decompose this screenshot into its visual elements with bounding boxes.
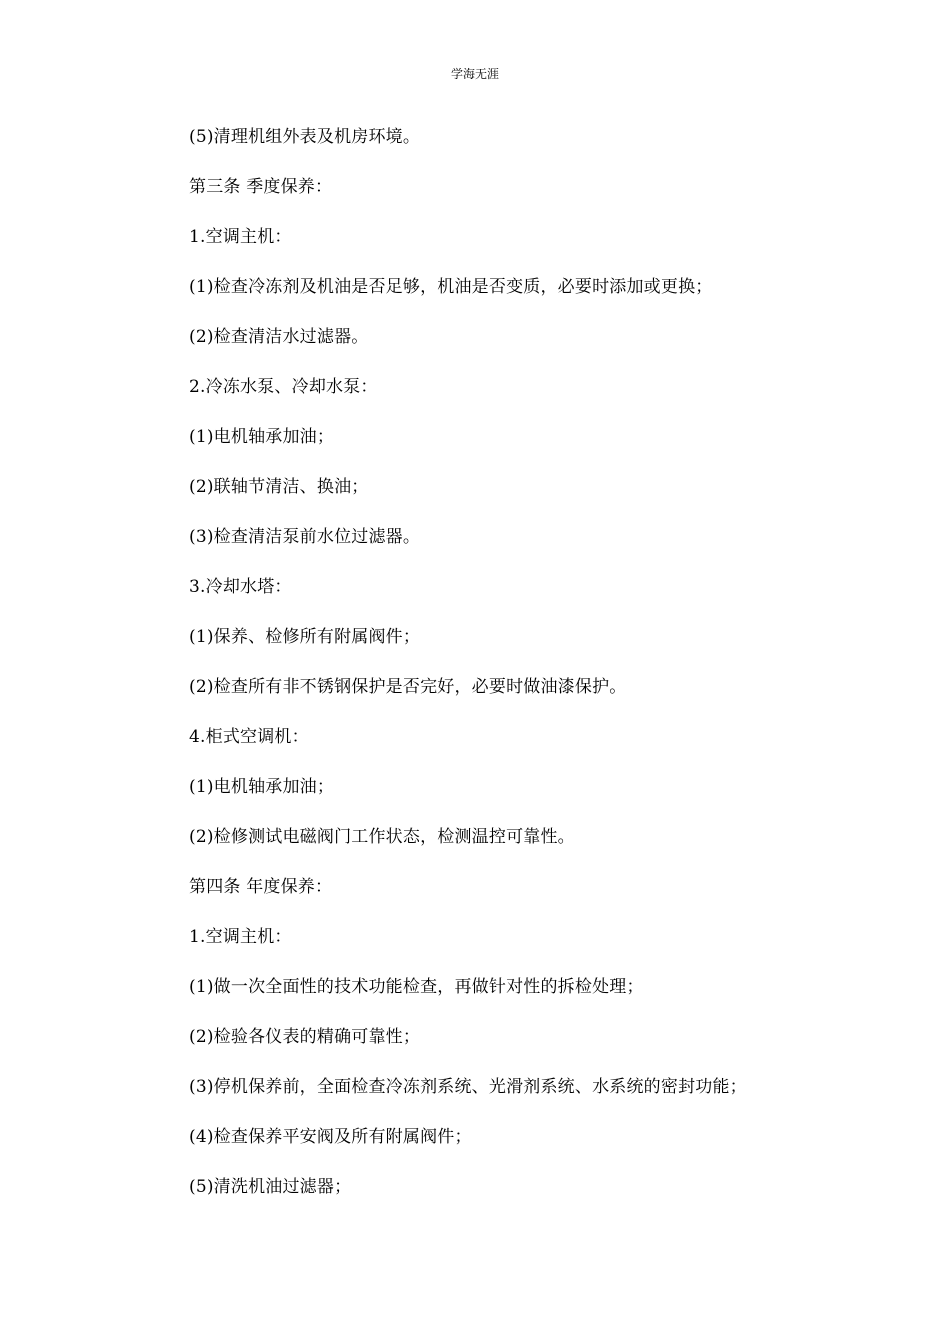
paragraph: (2)检修测试电磁阀门工作状态，检测温控可靠性。 [189,827,575,847]
paragraph: (1)做一次全面性的技术功能检查，再做针对性的拆检处理； [189,977,644,997]
paragraph: (3)检查清洁泵前水位过滤器。 [189,527,421,547]
paragraph: (5)清理机组外表及机房环境。 [189,127,421,147]
paragraph: (2)检查清洁水过滤器。 [189,327,369,347]
sub-heading: 1.空调主机： [189,927,292,947]
paragraph: (1)检查冷冻剂及机油是否足够，机油是否变质，必要时添加或更换； [189,277,713,297]
paragraph: (3)停机保养前，全面检查冷冻剂系统、光滑剂系统、水系统的密封功能； [189,1077,747,1097]
paragraph: (2)检查所有非不锈钢保护是否完好，必要时做油漆保护。 [189,677,627,697]
section-heading: 第四条 年度保养： [189,877,333,897]
sub-heading: 4.柜式空调机： [189,727,309,747]
sub-heading: 3.冷却水塔： [189,577,292,597]
page-header: 学海无涯 [450,67,499,81]
sub-heading: 2.冷冻水泵、冷却水泵： [189,377,378,397]
paragraph: (1)保养、检修所有附属阀件； [189,627,421,647]
paragraph: (2)检验各仪表的精确可靠性； [189,1027,421,1047]
paragraph: (5)清洗机油过滤器； [189,1177,352,1197]
sub-heading: 1.空调主机： [189,227,292,247]
document-body [152,125,772,1225]
section-heading: 第三条 季度保养： [189,177,333,197]
paragraph: (1)电机轴承加油； [189,427,335,447]
paragraph: (2)联轴节清洁、换油； [189,477,369,497]
paragraph: (1)电机轴承加油； [189,777,335,797]
paragraph: (4)检查保养平安阀及所有附属阀件； [189,1127,472,1147]
